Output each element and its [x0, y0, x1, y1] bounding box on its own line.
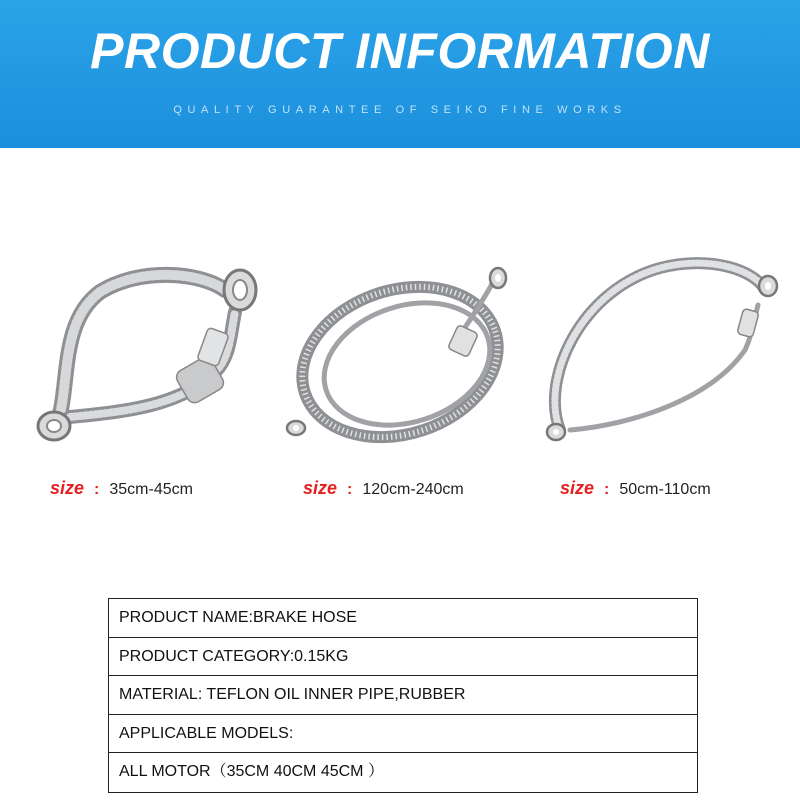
size-label: size: [560, 478, 595, 498]
size-value: 35cm-45cm: [109, 481, 193, 498]
header-banner: [0, 0, 800, 148]
info-row-applicable-models: APPLICABLE MODELS:: [109, 715, 697, 754]
size-separator: :: [604, 481, 610, 498]
size-caption-short: [50, 478, 193, 499]
size-label: size: [50, 478, 85, 498]
size-separator: :: [94, 481, 100, 498]
size-caption-medium: [560, 478, 711, 499]
brake-hose-medium-image: [540, 250, 780, 450]
size-caption-long: [303, 478, 464, 499]
info-row-product-name: PRODUCT NAME:BRAKE HOSE: [109, 599, 697, 638]
banner-subtitle: QUALITY GUARANTEE OF SEIKO FINE WORKS: [173, 104, 627, 116]
brake-hose-long-image: [282, 262, 522, 462]
banner-title: PRODUCT INFORMATION: [90, 23, 710, 79]
info-row-all-motor: ALL MOTOR（35CM 40CM 45CM ）: [119, 763, 384, 780]
info-row-product-category: PRODUCT CATEGORY:0.15KG: [109, 638, 697, 677]
size-label: size: [303, 478, 338, 498]
product-info-table: [108, 598, 698, 793]
size-value: 120cm-240cm: [362, 481, 464, 498]
brake-hose-short-image: [30, 262, 270, 447]
info-row-material: MATERIAL: TEFLON OIL INNER PIPE,RUBBER: [109, 676, 697, 715]
size-separator: :: [347, 481, 353, 498]
size-value: 50cm-110cm: [619, 481, 711, 498]
